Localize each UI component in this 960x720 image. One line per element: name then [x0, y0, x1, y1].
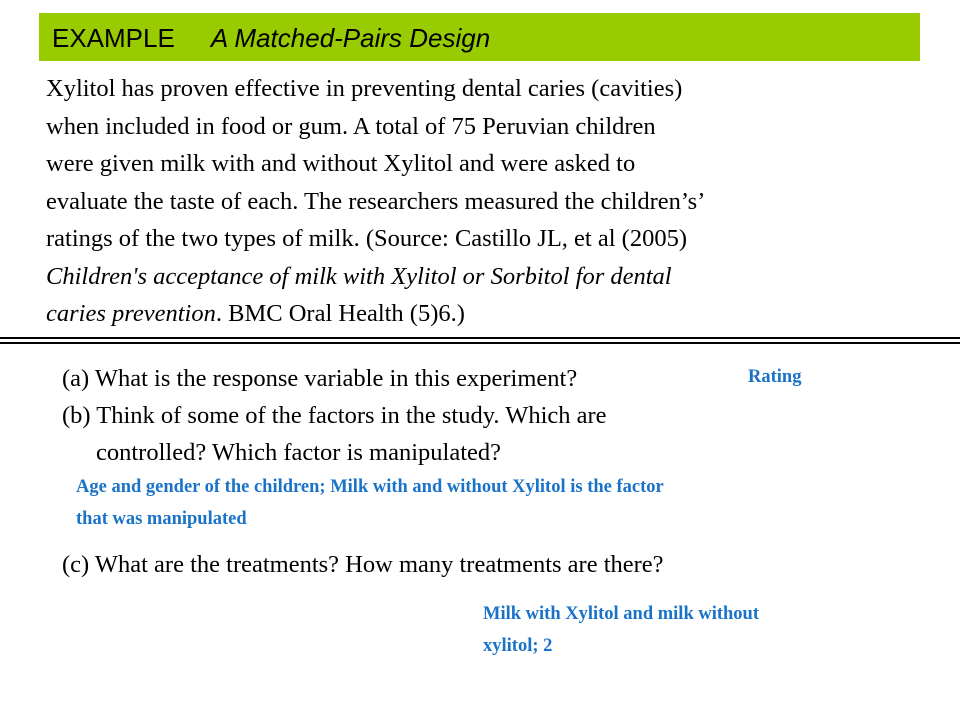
slide-header	[52, 16, 490, 60]
question-b-line1: (b) Think of some of the factors in the study. Which are	[62, 402, 607, 429]
header-label: EXAMPLE	[52, 23, 175, 53]
answer-c-line1: Milk with Xylitol and milk without	[483, 604, 760, 624]
answer-a: Rating	[748, 367, 802, 387]
intro-line	[46, 295, 946, 333]
intro-line: were given milk with and without Xylitol and were asked to	[46, 150, 636, 177]
question-c: (c) What are the treatments? How many treatments are there?	[62, 551, 664, 578]
intro-citation-title: Children's acceptance of milk with Xylitol or Sorbitol for dental	[46, 262, 672, 290]
intro-citation-title-end: caries prevention	[46, 300, 216, 327]
intro-line: Xylitol has proven effective in preventing dental caries (cavities)	[46, 75, 683, 102]
intro-line: ratings of the two types of milk. (Source: Castillo JL, et al (2005)	[46, 225, 687, 252]
answer-b-line2: that was manipulated	[76, 509, 247, 529]
header-title: A Matched-Pairs Design	[210, 23, 491, 53]
divider-bottom	[0, 342, 960, 344]
intro-paragraph	[46, 70, 946, 333]
question-b-line2: controlled? Which factor is manipulated?	[96, 439, 502, 466]
question-a: (a) What is the response variable in this experiment?	[62, 365, 578, 392]
intro-citation-journal: . BMC Oral Health (5)6.)	[215, 300, 465, 327]
divider-top	[0, 337, 960, 339]
answer-c-line2: xylitol; 2	[483, 636, 553, 656]
intro-line: when included in food or gum. A total of 75 Peruvian children	[46, 112, 656, 140]
answer-b-line1: Age and gender of the children; Milk with and without Xylitol is the factor	[76, 477, 664, 497]
intro-line: evaluate the taste of each. The researchers measured the children’s’	[46, 187, 706, 215]
